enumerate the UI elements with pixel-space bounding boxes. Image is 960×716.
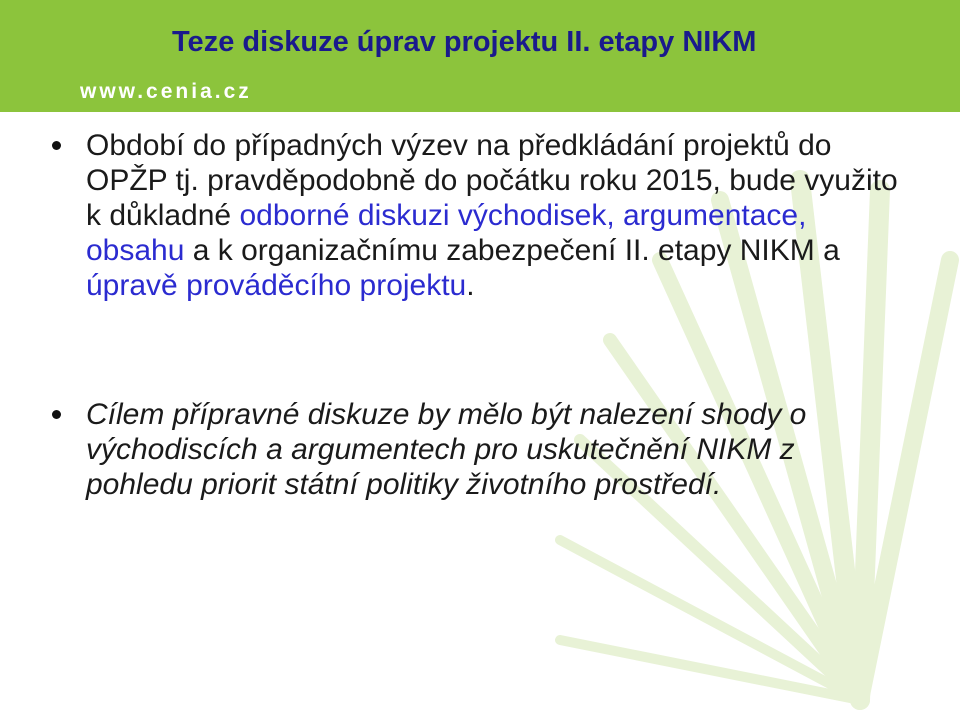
slide-title: Teze diskuze úprav projektu II. etapy NIKM	[172, 26, 757, 58]
bullet-text: Období do případných výzev na předkládání projektů do OPŽP tj. pravděpodobně do počátku roku 2015, bude využito k důkladné	[86, 129, 898, 232]
bullet-text: a k organizačnímu zabezpečení II. etapy NIKM a	[184, 234, 840, 267]
bullet-highlight: odborné diskuzi východisek, argumentace, obsahu	[86, 199, 807, 267]
bullet-highlight: úpravě prováděcího projektu	[86, 269, 467, 302]
bullet-text: Cílem přípravné diskuze by mělo být nalezení shody o východiscích a argumentech pro uskutečnění NIKM z pohledu priorit státní politiky životního prostředí.	[86, 398, 807, 501]
site-url: www.cenia.cz	[80, 80, 252, 103]
bullet-text: .	[466, 269, 475, 302]
bullet-item	[86, 397, 906, 502]
bullet-item	[86, 128, 906, 303]
